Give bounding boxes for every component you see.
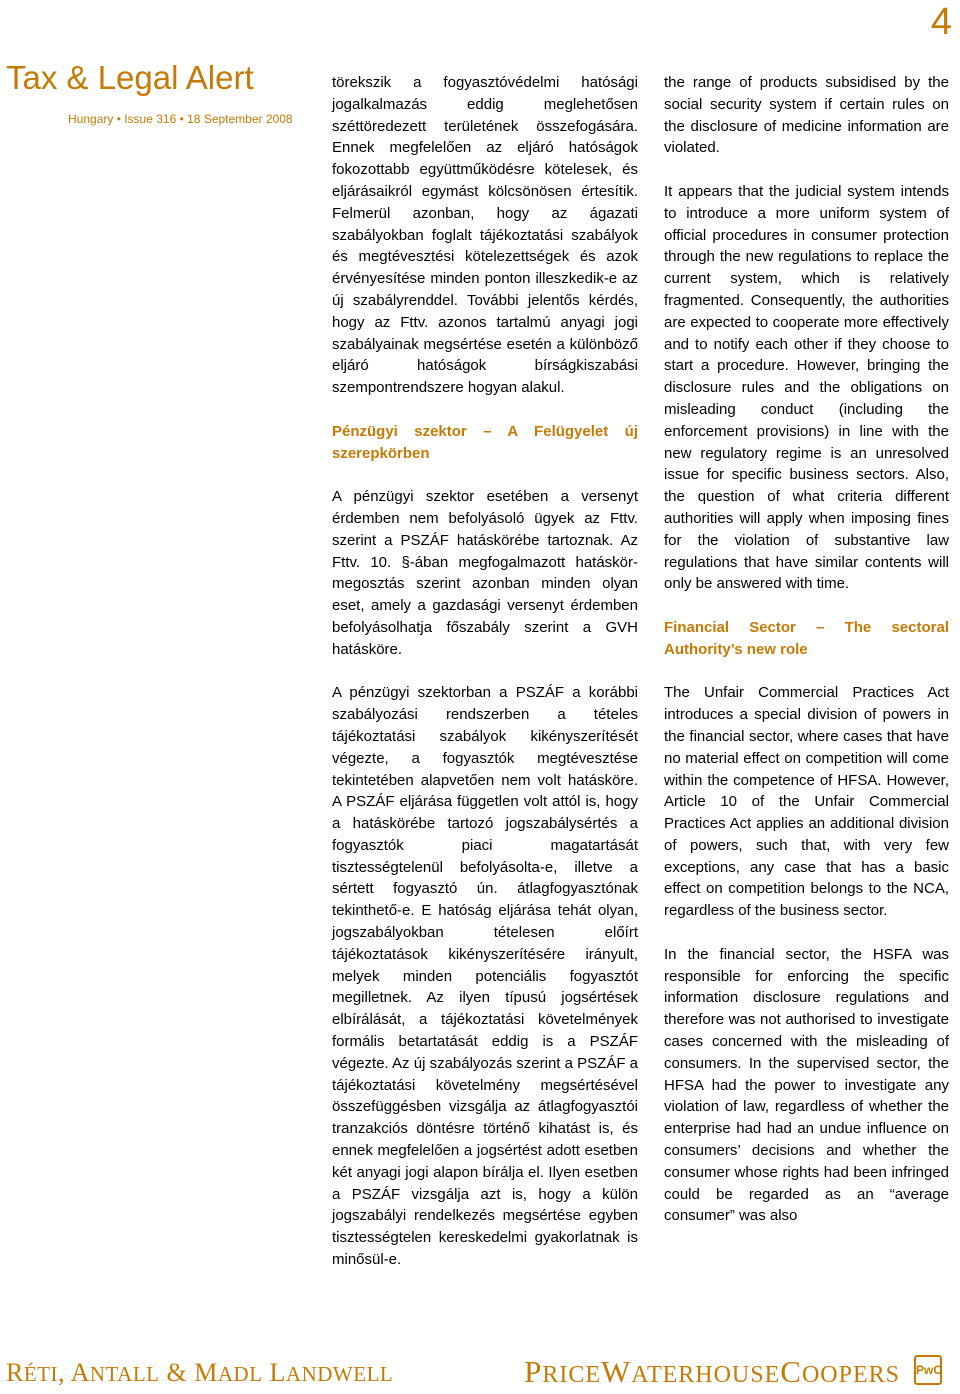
en-paragraph-2: It appears that the judicial system intends to introduce a more uniform system of official procedures in consumer protection through the new regulations to replace the current system, which is relatively fragmented. Consequently, the authorities are expected to cooperate more effectively and to notify each other if they choose to start a procedure. However, bringing the disclosure rules and the obligations on misleading conduct (including the enforcement provisions) in line with the new regulatory regime is an unresolved issue for specific business sectors. Also, the question of what criteria different authorities will apply when imposing fines for the violation of substantive law regulations that have similar contents will only be answered with time.	[664, 182, 949, 593]
en-section-heading: Financial Sector – The sectoral Authority’s new role	[664, 618, 949, 658]
masthead	[6, 58, 306, 126]
en-paragraph-3: The Unfair Commercial Practices Act introduces a special division of powers in the financial sector, where cases that have no material effect on competition will come within the competence of HFSA. However, Article 10 of the Unfair Commercial Practices Act applies an additional division of powers, such that, with very few exceptions, any case that has a basic effect on competition belongs to the NCA, regardless of the business sector.	[664, 684, 949, 920]
hu-paragraph-3: A pénzügyi szektorban a PSZÁF a korábbi szabályozási rendszerben a tételes tájékoztatási szabályok kikényszerítését végezte, a fogyasztók megtévesztése tekintetében alapvetően nem volt hatásköre. A PSZÁF eljárása független volt attól is, hogy a hatáskörébe tartozó jogszabálysértés a fogyasztók piaci magatartását tisztességtelenül befolyásolta-e, illetve a sértett fogyasztó ún. átlagfogyasztónak tekinthető-e. E hatóság eljárása tehát olyan, jogszabályokban tételesen előírt tájékoztatások kikényszerítésére irányult, melyek minden potenciális fogyasztót megilletnek. Az ilyen típusú jogsértések elbírálását, a tájékoztatási követelmények formális betartatását eddig is a PSZÁF végezte. Az új szabályozás szerint a PSZÁF a tájékoztatási követelmény megsértésével összefüggésben vizsgálja az átlagfogyasztói tranzakciós döntésre történő kihatást is, és ennek megfelelően a jogsértést adott esetben két anyagi jogi alapon bírálja el. Ilyen esetben a PSZÁF vizsgálja azt is, hogy a külön jogszabályi rendelkezés megsértése egyben tisztességtelen kereskedelmi gyakorlatnak is minősül-e.	[332, 684, 638, 1269]
masthead-subtitle: Hungary • Issue 316 • 18 September 2008	[68, 112, 293, 126]
hu-section-heading: Pénzügyi szektor – A Felügyelet új szerepkörben	[332, 422, 638, 462]
en-paragraph-1: the range of products subsidised by the social security system if certain rules on the disclosure of medicine information are violated.	[664, 74, 949, 157]
en-paragraph-4: In the financial sector, the HSFA was responsible for enforcing the specific information disclosure regulations and therefore was not authorised to investigate cases concerned with the misleading of consumers. In the supervised sector, the HFSA had the power to investigate any violation of law, regardless of whether the enterprise had had an undue influence on consumers’ decisions and whether the consumer whose rights had been infringed could be regarded as an “average consumer” was also	[664, 945, 949, 1225]
page-number: 4	[930, 1, 952, 43]
pricewaterhousecoopers-logo: PRICEWATERHOUSECOOPERS	[524, 1354, 900, 1389]
reti-antall-madl-landwell-logo: RÉTI, ANTALL & MADL LANDWELL	[6, 1358, 394, 1387]
right-column	[664, 72, 949, 1249]
masthead-title: Tax & Legal Alert	[6, 59, 254, 96]
middle-column	[332, 72, 638, 1293]
hu-paragraph-2: A pénzügyi szektor esetében a versenyt érdemben nem befolyásoló ügyek az Fttv. szerint a PSZÁF hatáskörébe tartoznak. Az Fttv. 10. §-ában megfogalmazott hatáskör-megosztás szerint azonban minden olyan eset, amely a gazdasági versenyt érdemben befolyásolhatja főszabály szerint a GVH hatásköre.	[332, 488, 638, 658]
pwc-logo-icon: PwC	[914, 1355, 942, 1385]
hu-paragraph-1: törekszik a fogyasztóvédelmi hatósági jogalkalmazás eddig meglehetősen széttöredezett területének összefogására. Ennek megfelelően az eljáró hatóságok fokozottabb együttműködésre kötelesek, és eljárásaikról egymást kölcsönösen értesítik. Felmerül azonban, hogy az ágazati szabályokban foglalt tájékoztatási szabályok és megtévesztési kötelezettségek és azok érvényesítése minden ponton illeszkedik-e az új szabályrenddel. További jelentős kérdés, hogy az Fttv. azonos tartalmú anyagi jogi szabályainak megsértése esetén a különböző eljáró hatóságok bírságkiszabási szempontrendszere hogyan alakul.	[332, 74, 638, 397]
